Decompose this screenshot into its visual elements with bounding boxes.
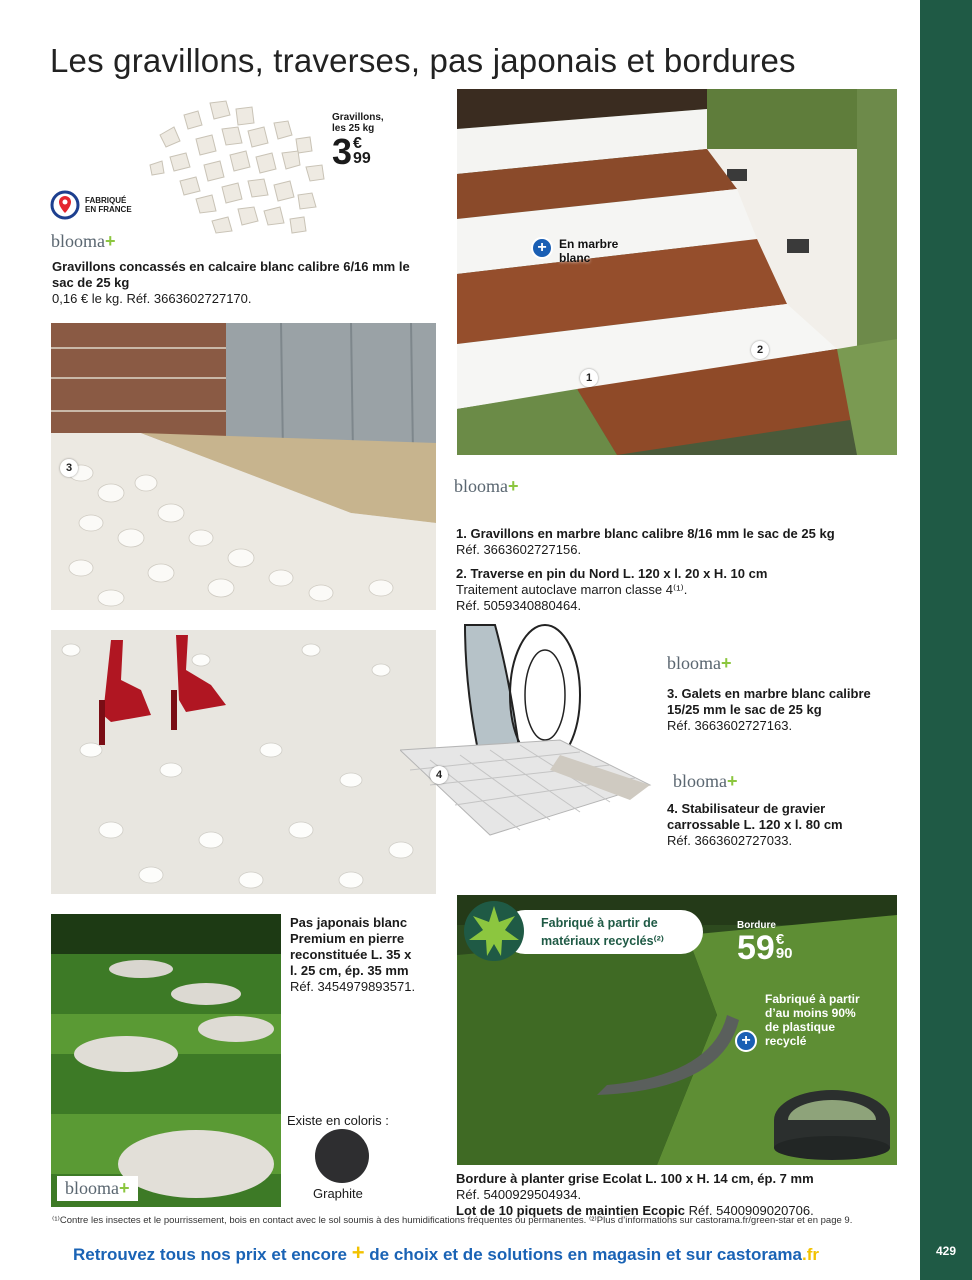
marker-1: 1 <box>580 369 598 387</box>
bordure-ref: Réf. 5400929504934. <box>456 1187 582 1202</box>
marble-callout <box>531 237 618 265</box>
blooma-logo: blooma+ <box>57 1176 138 1201</box>
gravillons-calcaire-name: Gravillons concassés en calcaire blanc calibre 6/16 mm le sac de 25 kg <box>52 259 410 290</box>
pas-japonais-title-line1: Pas japonais blanc <box>290 915 408 930</box>
gravillons-calcaire-detail: 0,16 € le kg. Réf. 3663602727170. <box>52 291 252 306</box>
footer-banner <box>73 1240 819 1266</box>
item4-title-line1: 4. Stabilisateur de gravier <box>667 801 826 816</box>
marble-callout-line1: En marbre <box>559 237 619 251</box>
item3-title-line2: 15/25 mm le sac de 25 kg <box>667 702 822 717</box>
blooma-logo: blooma+ <box>673 771 738 791</box>
item3-title-line1: 3. Galets en marbre blanc calibre <box>667 686 871 701</box>
pebbles-wall-image <box>51 323 436 610</box>
marble-callout-line2: blanc <box>559 251 591 265</box>
footer-plus: + <box>351 1240 365 1265</box>
pebbles-walk-image <box>51 630 436 894</box>
items-1-2-block <box>456 526 896 614</box>
graphite-swatch <box>315 1129 369 1183</box>
plus-icon: + <box>531 237 553 259</box>
coloris-name: Graphite <box>313 1186 363 1201</box>
pas-japonais-title-line3: reconstituée L. 35 x <box>290 947 412 962</box>
item4-title-line2: carrossable L. 120 x l. 80 cm <box>667 817 843 832</box>
pas-japonais-title-line2: Premium en pierre <box>290 931 405 946</box>
gravel-pile-image <box>140 95 340 245</box>
plastic-callout-line1: Fabriqué à partir <box>765 992 860 1006</box>
blooma-logo: blooma+ <box>51 231 116 251</box>
recycled-badge <box>463 900 705 962</box>
item2-title: 2. Traverse en pin du Nord L. 120 x l. 20 x H. 10 cm <box>456 566 768 581</box>
green-star-icon <box>463 900 525 962</box>
footer-part3: .fr <box>801 1245 819 1264</box>
footnote: ⁽¹⁾Contre les insectes et le pourrissement, bois en contact avec le sol soumis à des humidifications fréquentes ou permanentes. ⁽²⁾Plus d’informations sur castorama.fr/green-star et en page 9. <box>52 1215 853 1226</box>
bordure-price-integer: 59 <box>737 929 775 967</box>
pas-japonais-block <box>290 915 440 995</box>
page-title: Les gravillons, traverses, pas japonais et bordures <box>50 42 796 79</box>
fabrique-line1: FABRIQUÉ <box>85 196 127 205</box>
recycled-plastic-callout <box>735 992 885 1048</box>
green-sidebar <box>920 0 972 1280</box>
bordure-price-decimals: 90 <box>775 945 793 962</box>
lot-ref: Réf. 5400909020706. <box>688 1203 814 1218</box>
plastic-callout-line2: d’au moins 90% <box>765 1006 856 1020</box>
footer-part2: de choix et de solutions en magasin et sur castorama <box>369 1245 802 1264</box>
marker-4: 4 <box>430 766 448 784</box>
footer-part1: Retrouvez tous nos prix et encore <box>73 1245 347 1264</box>
price-tag-bordure <box>737 920 793 965</box>
blooma-logo: blooma+ <box>667 653 732 673</box>
pas-japonais-title-line4: l. 25 cm, ép. 35 mm <box>290 963 409 978</box>
item1-ref: Réf. 3663602727156. <box>456 542 582 557</box>
item3-ref: Réf. 3663602727163. <box>667 718 793 733</box>
coloris-label: Existe en coloris : <box>287 1113 389 1128</box>
item3-block <box>667 686 907 734</box>
price-decimals: 99 <box>353 150 371 167</box>
item1-title: 1. Gravillons en marbre blanc calibre 8/16 mm le sac de 25 kg <box>456 526 835 541</box>
price-label-line1: Gravillons, <box>332 112 384 123</box>
price-integer: 3 <box>332 131 353 172</box>
item2-detail: Traitement autoclave marron classe 4⁽¹⁾. <box>456 582 688 597</box>
marker-2: 2 <box>751 341 769 359</box>
plastic-callout-line4: recyclé <box>765 1034 807 1048</box>
bordure-name: Bordure à planter grise Ecolat L. 100 x H. 14 cm, ép. 7 mm <box>456 1171 814 1186</box>
blooma-logo: blooma+ <box>454 476 519 496</box>
pas-japonais-ref: Réf. 3454979893571. <box>290 979 416 994</box>
bordure-block <box>456 1171 896 1219</box>
price-tag-gravillons <box>332 112 412 170</box>
france-pin-icon <box>50 190 80 220</box>
marker-3: 3 <box>60 459 78 477</box>
fabrique-line2: EN FRANCE <box>85 205 132 214</box>
price-label-line2: les 25 kg <box>332 123 375 134</box>
lot-name: Lot de 10 piquets de maintien Ecopic <box>456 1203 685 1218</box>
plus-icon: + <box>735 1030 757 1052</box>
item2-ref: Réf. 5059340880464. <box>456 598 582 613</box>
item4-block <box>667 801 907 849</box>
bordure-price-currency: € <box>775 931 785 948</box>
recycled-line2: matériaux recyclés⁽²⁾ <box>541 934 664 948</box>
item4-ref: Réf. 3663602727033. <box>667 833 793 848</box>
plastic-callout-line3: de plastique <box>765 1020 836 1034</box>
page-number: 429 <box>935 1244 957 1258</box>
bordure-price-label: Bordure <box>737 920 776 931</box>
price-currency: € <box>353 135 362 152</box>
stepping-stones-image <box>51 914 281 1207</box>
garden-steps-image <box>457 89 897 455</box>
recycled-line1: Fabriqué à partir de <box>541 916 658 930</box>
stabilizer-image <box>400 620 670 845</box>
made-in-france-badge <box>50 190 132 220</box>
